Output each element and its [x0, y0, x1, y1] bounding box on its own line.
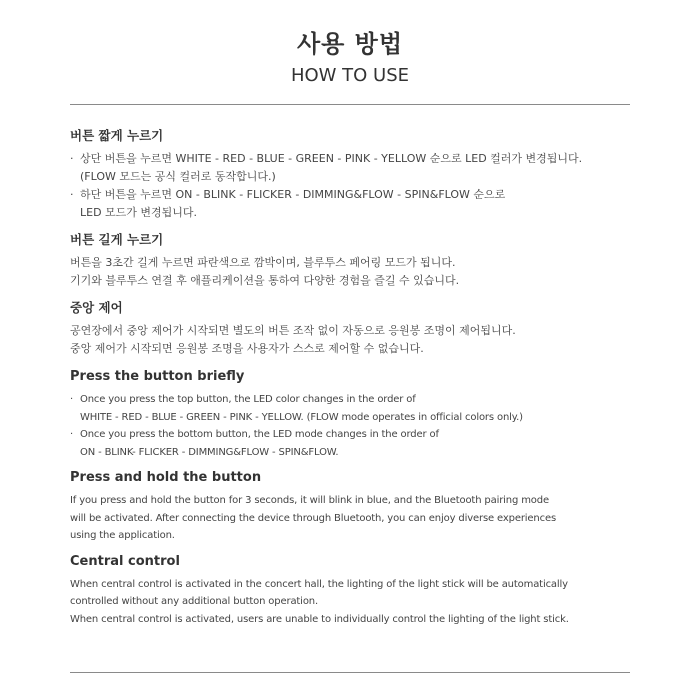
bullet-dot: · — [70, 152, 74, 165]
list-item — [70, 426, 640, 444]
section-heading: Press the button briefly — [70, 369, 245, 384]
paragraph-line: 버튼을 3초간 길게 누르면 파란색으로 깜박이며, 블루투스 페어링 모드가 됩니다. — [70, 256, 456, 269]
top-divider — [70, 104, 630, 105]
list-item — [70, 150, 640, 168]
list-item-continuation: LED 모드가 변경됩니다. — [80, 206, 198, 219]
page-header — [0, 28, 700, 88]
list-item-continuation: WHITE - RED - BLUE - GREEN - PINK - YELLOW. (FLOW mode operates in official colors only.) — [80, 411, 523, 423]
list-item-text: 하단 버튼을 누르면 ON - BLINK - FLICKER - DIMMING&FLOW - SPIN&FLOW 순으로 — [80, 188, 506, 201]
section-heading: 버튼 길게 누르기 — [70, 232, 164, 247]
paragraph-line: 기기와 블루투스 연결 후 애플리케이션을 통하여 다양한 경험을 즐길 수 있습니다. — [70, 274, 460, 287]
paragraph-line: will be activated. After connecting the device through Bluetooth, you can enjoy diverse experiences — [70, 512, 557, 524]
list-item-continuation: (FLOW 모드는 공식 컬러로 동작합니다.) — [80, 170, 276, 183]
paragraph-line: 중앙 제어가 시작되면 응원봉 조명을 사용자가 스스로 제어할 수 없습니다. — [70, 342, 424, 355]
section-heading: Press and hold the button — [70, 470, 262, 485]
paragraph-line: When central control is activated, users are unable to individually control the lighting of the light stick. — [70, 613, 569, 625]
paragraph-line: using the application. — [70, 530, 175, 541]
section-heading: 중앙 제어 — [70, 300, 123, 315]
page-title-english: HOW TO USE — [290, 65, 410, 86]
section-heading: Central control — [70, 553, 180, 569]
bullet-dot: · — [70, 429, 74, 440]
section-long-press-en — [70, 469, 640, 545]
list-item — [70, 391, 640, 409]
list-item-text: 상단 버튼을 누르면 WHITE - RED - BLUE - GREEN - PINK - YELLOW 순으로 LED 컬러가 변경됩니다. — [80, 152, 583, 165]
list-item-continuation: ON - BLINK- FLICKER - DIMMING&FLOW - SPIN&FLOW. — [80, 446, 339, 458]
page-title-korean: 사용 방법 — [296, 30, 404, 58]
bullet-dot: · — [70, 394, 74, 405]
section-heading: 버튼 짧게 누르기 — [70, 128, 164, 143]
bottom-divider — [70, 672, 630, 673]
list-item-text: Once you press the top button, the LED color changes in the order of — [80, 394, 416, 405]
section-central-control-ko — [70, 300, 640, 358]
instructions-content — [70, 128, 640, 636]
section-long-press-ko — [70, 232, 640, 290]
paragraph-line: If you press and hold the button for 3 seconds, it will blink in blue, and the Bluetooth pairing mode — [70, 495, 549, 506]
section-short-press-ko — [70, 128, 640, 222]
paragraph-line: 공연장에서 중앙 제어가 시작되면 별도의 버튼 조작 없이 자동으로 응원봉 조명이 제어됩니다. — [70, 324, 516, 337]
paragraph-line: controlled without any additional button operation. — [70, 596, 318, 607]
list-item — [70, 186, 640, 204]
section-short-press-en — [70, 368, 640, 461]
section-central-control-en — [70, 553, 640, 629]
paragraph-line: When central control is activated in the concert hall, the lighting of the light stick will be automatically — [70, 578, 568, 590]
bullet-dot: · — [70, 188, 74, 201]
list-item-text: Once you press the bottom button, the LED mode changes in the order of — [80, 429, 439, 440]
